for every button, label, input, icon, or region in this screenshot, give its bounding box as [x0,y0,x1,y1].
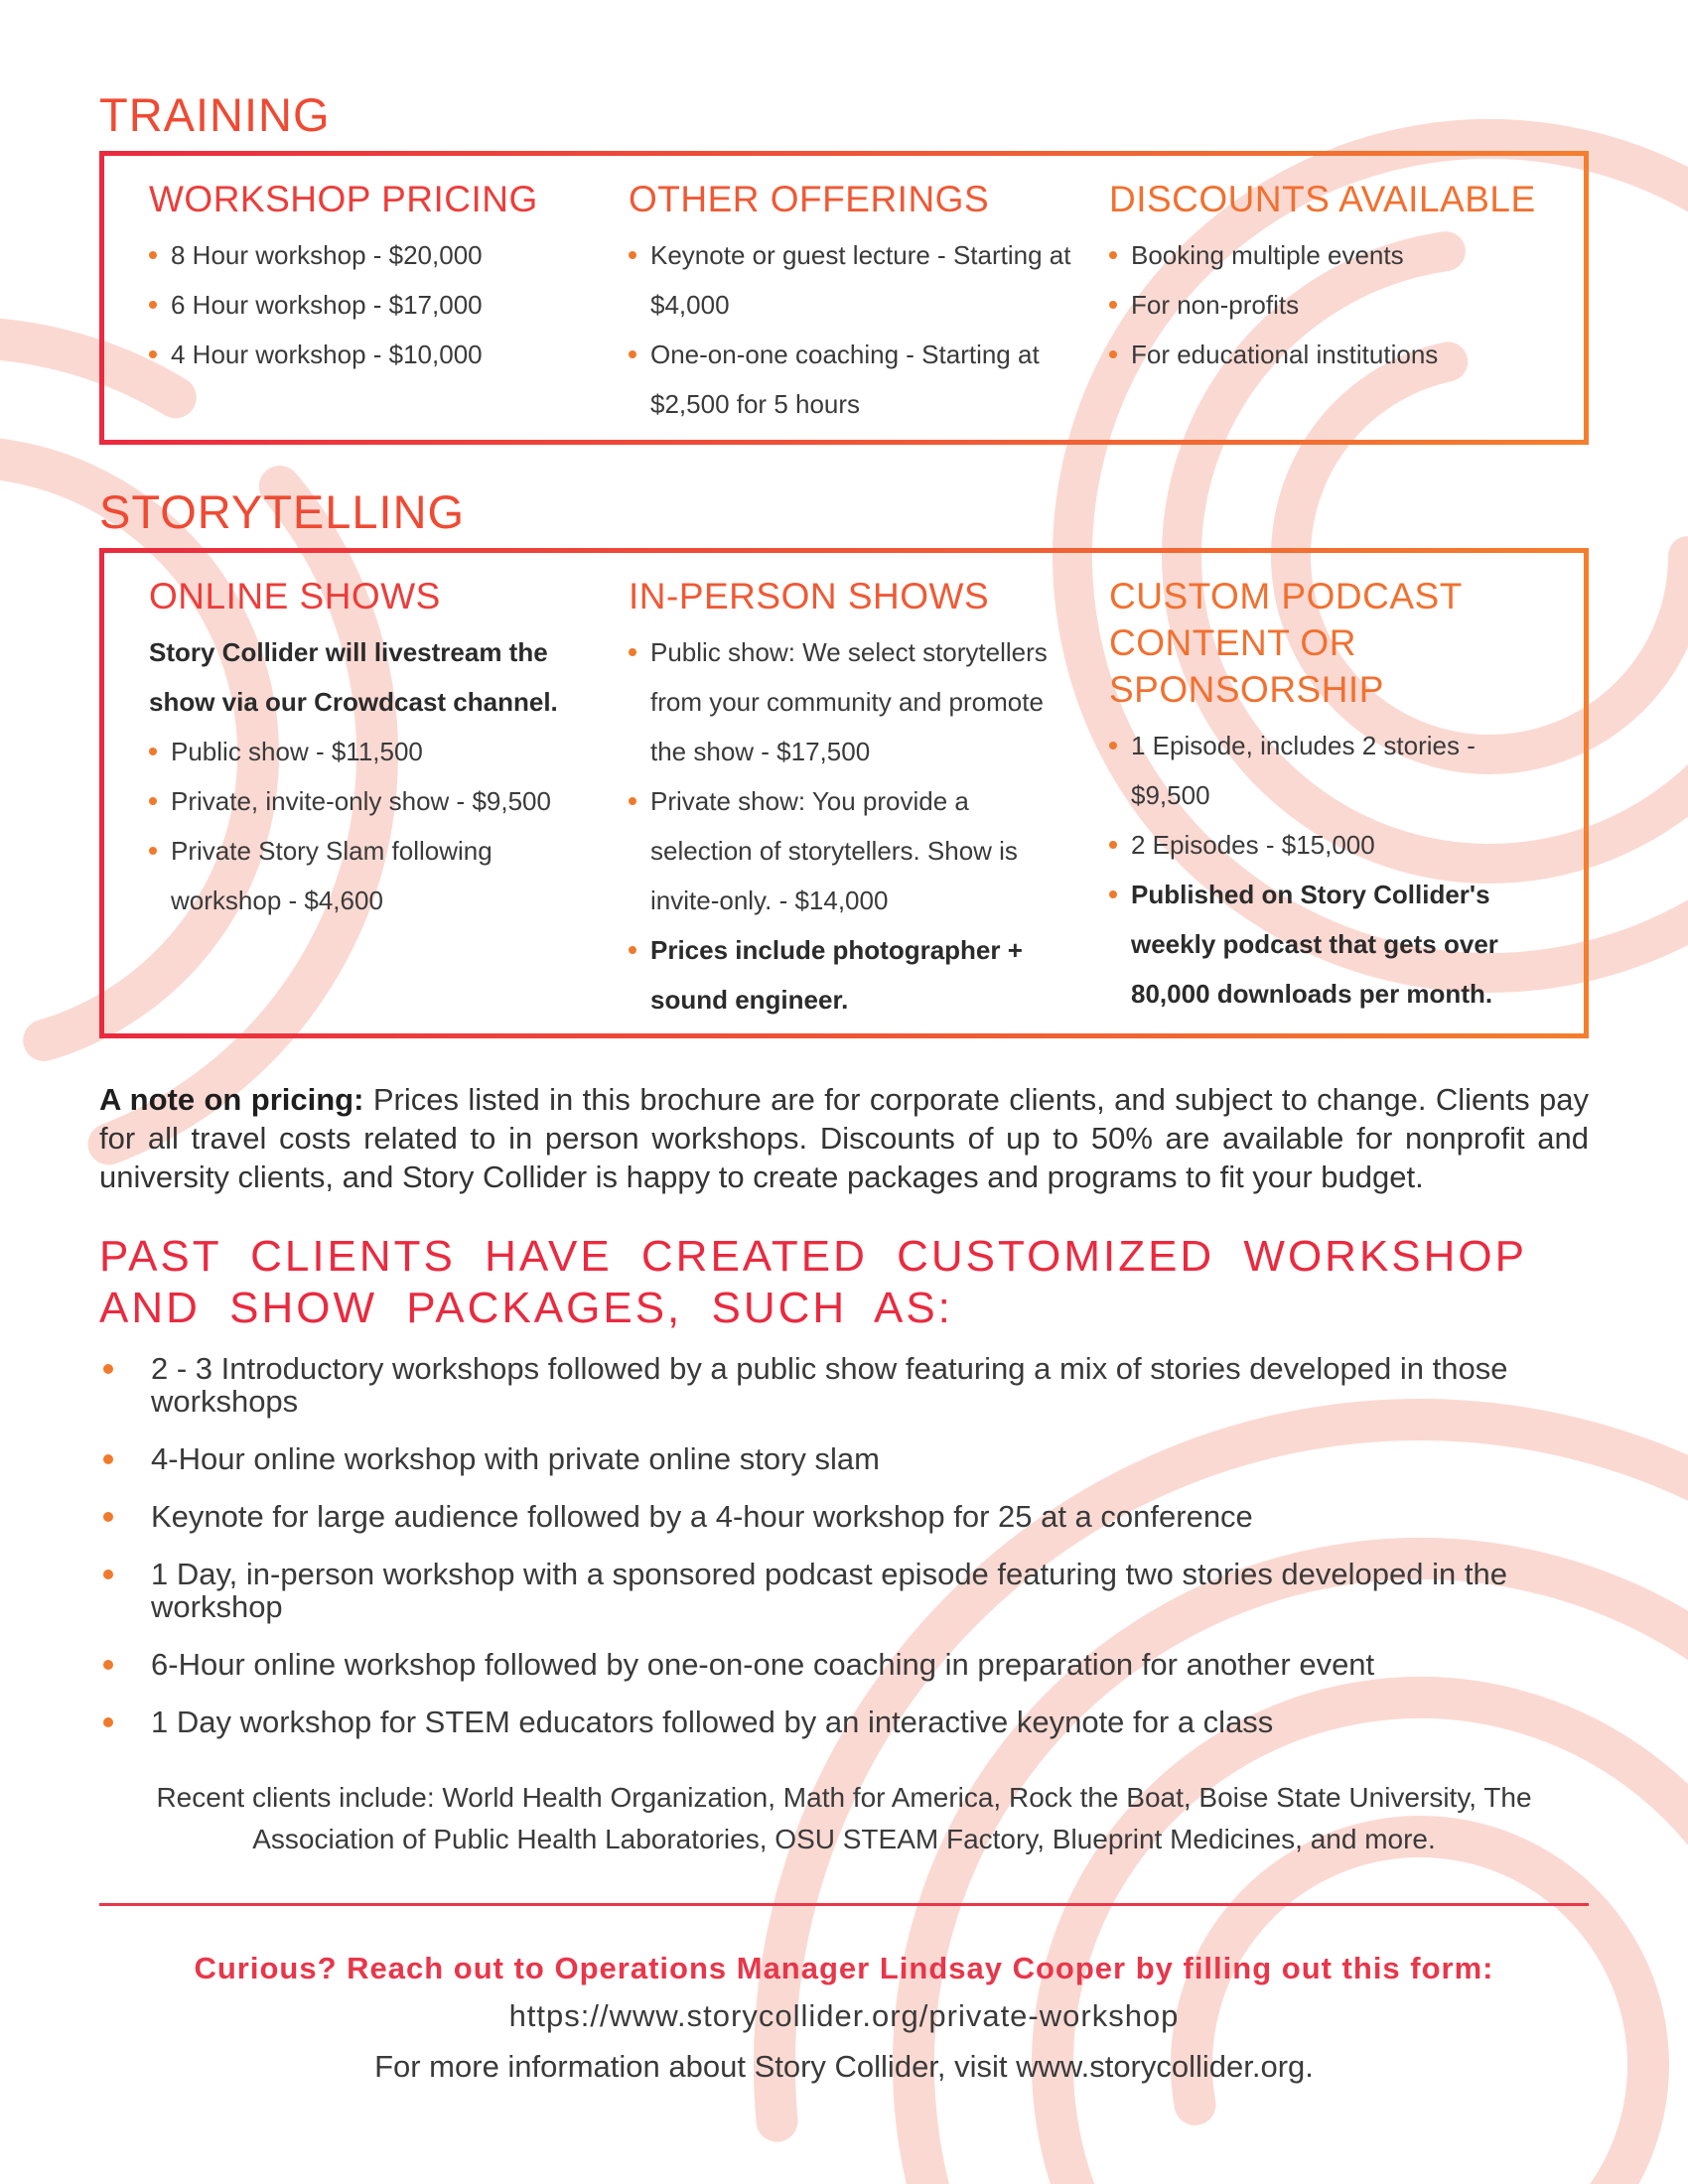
in-person-shows-column [629,573,1077,1024]
podcast-heading: CUSTOM PODCAST CONTENT OR SPONSORSHIP [1109,576,1463,710]
podcast-column [1109,573,1546,1019]
list-item: 1 Day workshop for STEM educators followed by an interactive keynote for a class [99,1706,1589,1738]
list-item: Keynote or guest lecture - Starting at $4,000 [629,230,1077,330]
list-item: 2 - 3 Introductory workshops followed by a public show featuring a mix of stories developed in those workshops [99,1352,1589,1418]
training-box [99,151,1589,445]
list-item: For non-profits [1109,280,1546,330]
other-offerings-column [629,176,1077,429]
other-offerings-list [629,230,1077,429]
online-shows-column [149,573,586,925]
list-item: Public show: We select storytellers from your community and promote the show - $17,500 [629,627,1077,776]
pricing-note [99,1080,1589,1196]
online-shows-heading: ONLINE SHOWS [149,576,441,616]
online-shows-list [149,727,586,925]
list-item: For educational institutions [1109,330,1546,379]
list-item: 1 Episode, includes 2 stories - $9,500 [1109,721,1546,820]
pricing-note-label: A note on pricing: [99,1082,364,1117]
online-shows-lead: Story Collider will livestream the show via our Crowdcast channel. [149,637,558,717]
workshop-pricing-heading: WORKSHOP PRICING [149,179,538,219]
contact-form-link[interactable]: https://www.storycollider.org/private-workshop [508,1998,1180,2033]
discounts-list [1109,230,1546,379]
list-item: 4 Hour workshop - $10,000 [149,330,586,379]
past-clients-list [99,1352,1589,1763]
list-item: 4-Hour online workshop with private online story slam [99,1442,1589,1475]
list-item: Private show: You provide a selection of storytellers. Show is invite-only. - $14,000 [629,776,1077,925]
contact-cta: Curious? Reach out to Operations Manager Lindsay Cooper by filling out this form: [194,1951,1494,1985]
list-item: 2 Episodes - $15,000 [1109,820,1546,870]
list-item: Prices include photographer + sound engineer. [629,925,1077,1024]
list-item: 6 Hour workshop - $17,000 [149,280,586,330]
podcast-list [1109,721,1546,1019]
pricing-note-text: Prices listed in this brochure are for corporate clients, and subject to change. Clients pay for all travel costs related to in person workshops. Discounts of up to 50% are available for nonprofit and university clients, and Story Collider is happy to create packages and programs to fit your budget. [99,1082,1590,1194]
list-item: 8 Hour workshop - $20,000 [149,230,586,280]
list-item: Private, invite-only show - $9,500 [149,776,586,826]
discounts-column [1109,176,1546,379]
list-item: Public show - $11,500 [149,727,586,776]
list-item: Private Story Slam following workshop - $4,600 [149,826,586,925]
list-item: One-on-one coaching - Starting at $2,500 for 5 hours [629,330,1077,429]
list-item: Keynote for large audience followed by a 4-hour workshop for 25 at a conference [99,1500,1589,1533]
list-item: 1 Day, in-person workshop with a sponsored podcast episode featuring two stories developed in the workshop [99,1558,1589,1623]
in-person-shows-heading: IN-PERSON SHOWS [629,576,990,616]
workshop-pricing-list [149,230,586,379]
list-item: 6-Hour online workshop followed by one-on-one coaching in preparation for another event [99,1648,1589,1681]
list-item: Booking multiple events [1109,230,1546,280]
recent-clients-text: Recent clients include: World Health Organization, Math for America, Rock the Boat, Boise State University, The Association of Public Health Laboratories, OSU STEAM Factory, Blueprint Medicines, and more. [156,1782,1532,1854]
in-person-shows-list [629,627,1077,1024]
training-title: TRAINING [99,88,331,141]
more-info-text: For more information about Story Collider, visit www.storycollider.org. [374,2049,1314,2084]
list-item: Published on Story Collider's weekly podcast that gets over 80,000 downloads per month. [1109,870,1546,1019]
discounts-heading: DISCOUNTS AVAILABLE [1109,179,1536,219]
past-clients-title: PAST CLIENTS HAVE CREATED CUSTOMIZED WORKSHOP AND SHOW PACKAGES, SUCH AS: [99,1232,1527,1332]
workshop-pricing-column [149,176,586,379]
storytelling-title: STORYTELLING [99,485,466,538]
storytelling-box [99,548,1589,1038]
divider [99,1903,1589,1906]
other-offerings-heading: OTHER OFFERINGS [629,179,990,219]
